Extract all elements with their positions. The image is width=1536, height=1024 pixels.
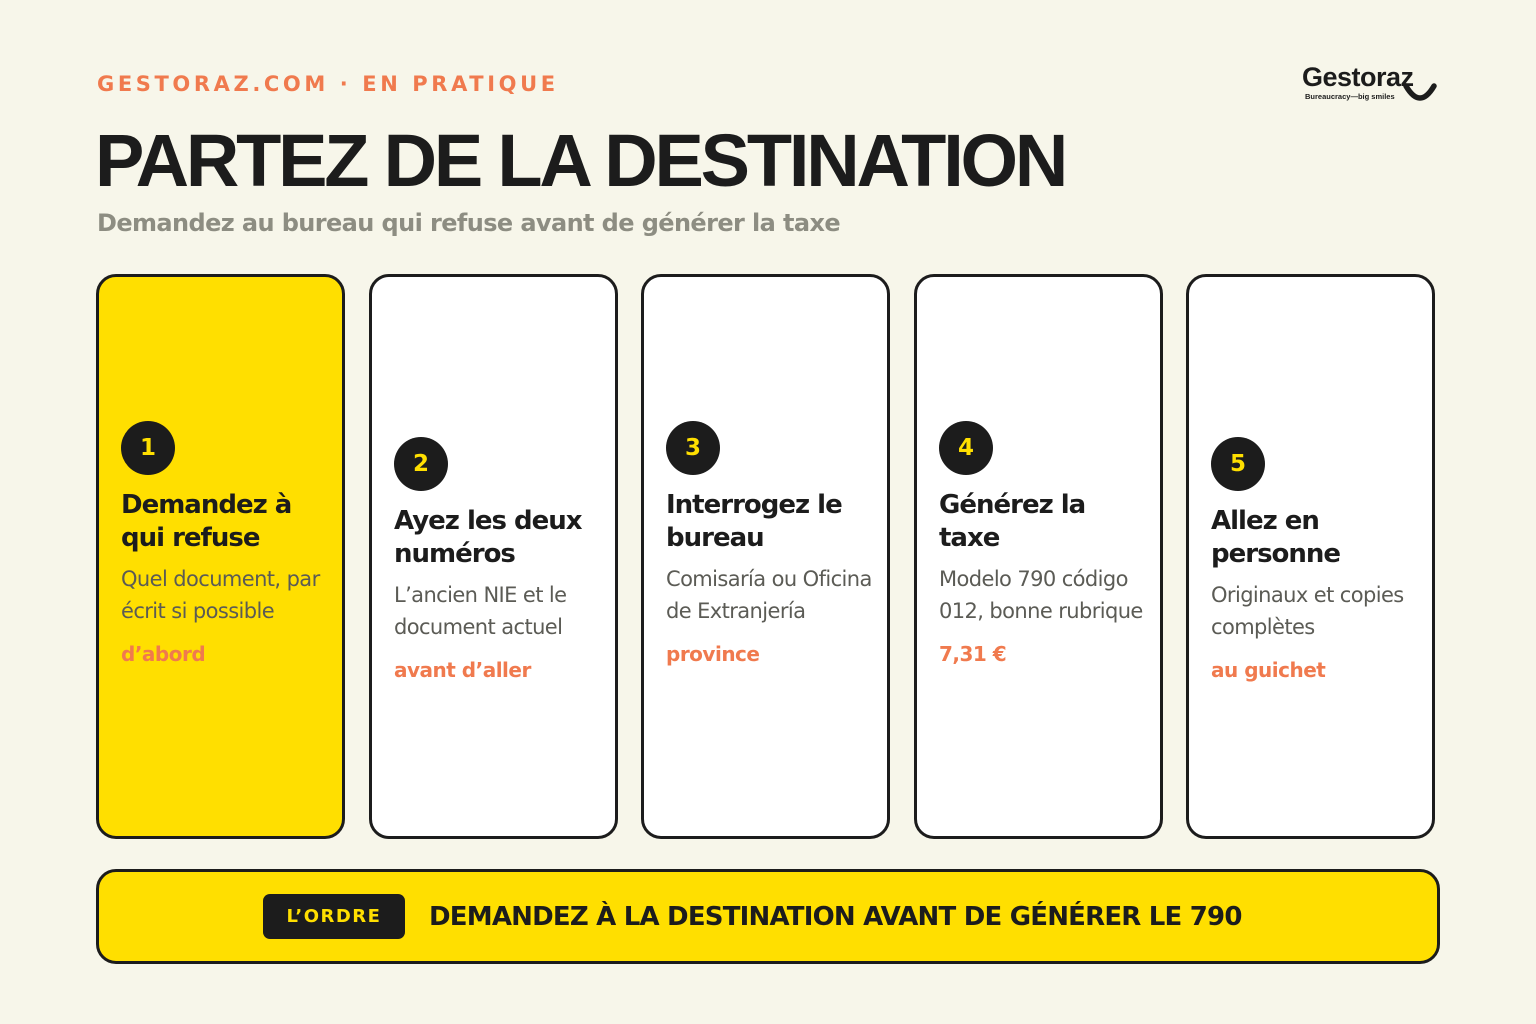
gestoraz-logo xyxy=(1300,62,1442,108)
step-number-badge: 1 xyxy=(121,421,175,475)
step-description: L’ancien NIE et le document actuel xyxy=(394,583,567,639)
logo-wordmark: Gestoraz xyxy=(1302,62,1414,92)
step-description: Quel document, par écrit si possible xyxy=(121,567,320,623)
step-description: Comisaría ou Oficina de Extranjería xyxy=(666,567,872,623)
page-title: PARTEZ DE LA DESTINATION xyxy=(95,119,1066,202)
step-title: Interrogez le bureau xyxy=(666,490,842,553)
step-title: Ayez les deux numéros xyxy=(394,506,582,569)
step-title: Générez la taxe xyxy=(939,490,1086,553)
step-tag: au guichet xyxy=(1211,658,1326,682)
step-title: Demandez à qui refuse xyxy=(121,490,292,553)
smile-icon xyxy=(1402,82,1438,106)
step-number-badge: 4 xyxy=(939,421,993,475)
step-card-1 xyxy=(96,274,345,839)
step-number-badge: 3 xyxy=(666,421,720,475)
step-title: Allez en personne xyxy=(1211,506,1341,569)
step-number-badge: 5 xyxy=(1211,437,1265,491)
step-number-badge: 2 xyxy=(394,437,448,491)
eyebrow-label: GESTORAZ.COM · EN PRATIQUE xyxy=(97,72,559,96)
step-tag: avant d’aller xyxy=(394,658,531,682)
step-card-4 xyxy=(914,274,1163,839)
order-pill: L’ORDRE xyxy=(263,894,405,939)
step-description: Originaux et copies complètes xyxy=(1211,583,1404,639)
step-card-3 xyxy=(641,274,890,839)
logo-tagline: Bureaucracy—big smiles xyxy=(1305,92,1395,101)
step-description: Modelo 790 código 012, bonne rubrique xyxy=(939,567,1143,623)
step-tag: d’abord xyxy=(121,642,206,666)
order-banner xyxy=(96,869,1440,964)
step-card-5 xyxy=(1186,274,1435,839)
step-tag: province xyxy=(666,642,760,666)
order-banner-text: DEMANDEZ À LA DESTINATION AVANT DE GÉNÉRER LE 790 xyxy=(429,902,1242,932)
page-subtitle: Demandez au bureau qui refuse avant de générer la taxe xyxy=(97,209,841,237)
step-tag: 7,31 € xyxy=(939,642,1007,666)
step-card-2 xyxy=(369,274,618,839)
